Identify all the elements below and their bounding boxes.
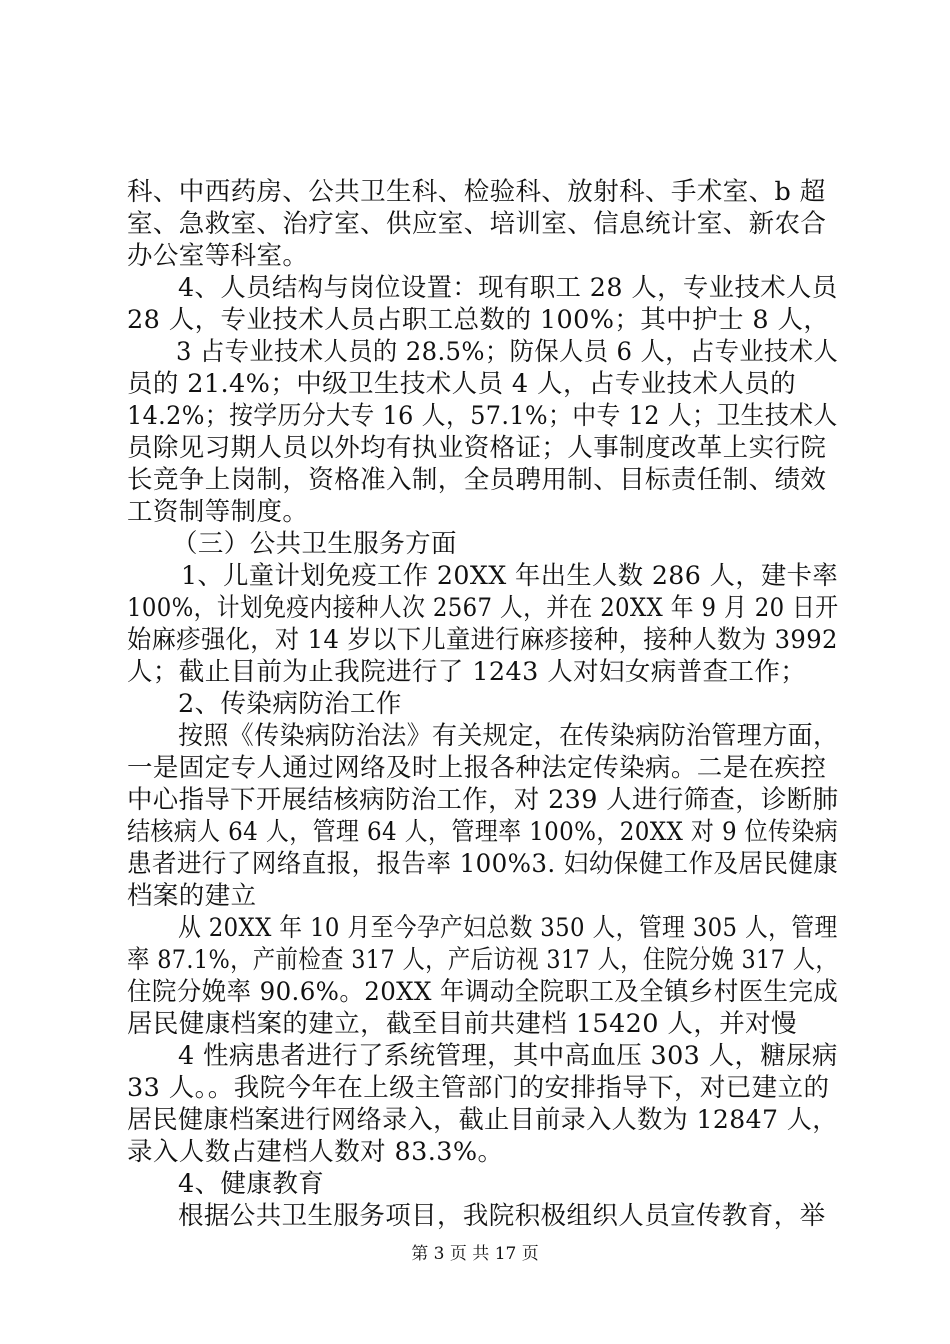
text-line: 人；截止目前为止我院进行了 1243 人对妇女病普查工作； <box>127 657 807 687</box>
text-line: 根据公共卫生服务项目，我院积极组织人员宣传教育，举 <box>178 1201 826 1231</box>
text-line: 结核病人 64 人，管理 64 人，管理率 100%，20XX 对 9 位传染病 <box>127 817 839 847</box>
text-line: 28 人，专业技术人员占职工总数的 100%；其中护士 8 人， <box>127 305 830 335</box>
text-line: 档案的建立 <box>127 881 257 911</box>
text-line: 100%，计划免疫内接种人次 2567 人，并在 20XX 年 9 月 20 日开 <box>127 593 839 623</box>
text-line: 14.2%；按学历分大专 16 人，57.1%；中专 12 人；卫生技术人 <box>127 401 838 431</box>
text-line: 1、儿童计划免疫工作 20XX 年出生人数 286 人，建卡率 <box>181 561 839 591</box>
text-line: 3 占专业技术人员的 28.5%；防保人员 6 人，占专业技术人 <box>176 337 839 367</box>
subsection-heading: 4、健康教育 <box>178 1169 325 1199</box>
section-heading: （三）公共卫生服务方面 <box>172 529 457 559</box>
text-line: 中心指导下开展结核病防治工作，对 239 人进行筛查，诊断肺 <box>127 785 839 815</box>
text-line: 住院分娩率 90.6%。20XX 年调动全院职工及全镇乡村医生完成 <box>127 977 839 1007</box>
text-line: 4、人员结构与岗位设置：现有职工 28 人，专业技术人员 <box>178 273 838 303</box>
text-line: 从 20XX 年 10 月至今孕产妇总数 350 人，管理 305 人，管理 <box>178 913 838 943</box>
text-line: 工资制等制度。 <box>127 497 309 527</box>
text-line: 始麻疹强化，对 14 岁以下儿童进行麻疹接种，接种人数为 3992 <box>127 625 838 655</box>
subsection-heading: 2、传染病防治工作 <box>178 689 402 719</box>
text-line: 科、中西药房、公共卫生科、检验科、放射科、手术室、b 超 <box>127 177 826 207</box>
text-line: 患者进行了网络直报，报告率 100%3. 妇幼保健工作及居民健康 <box>127 849 839 879</box>
text-line: 长竞争上岗制，资格准入制，全员聘用制、目标责任制、绩效 <box>127 465 827 495</box>
page-footer: 第 3 页 共 17 页 <box>411 1244 539 1264</box>
text-line: 员的 21.4%；中级卫生技术人员 4 人，占专业技术人员的 <box>127 369 797 399</box>
text-line: 率 87.1%，产前检查 317 人，产后访视 317 人，住院分娩 317 人， <box>127 945 839 975</box>
text-line: 录入人数占建档人数对 83.3%。 <box>127 1137 504 1167</box>
text-line: 4 性病患者进行了系统管理，其中高血压 303 人，糖尿病 <box>178 1041 838 1071</box>
text-line: 按照《传染病防治法》有关规定，在传染病防治管理方面， <box>178 721 839 751</box>
text-line: 办公室等科室。 <box>127 241 309 271</box>
text-line: 员除见习期人员以外均有执业资格证；人事制度改革上实行院 <box>127 433 827 463</box>
text-line: 室、急救室、治疗室、供应室、培训室、信息统计室、新农合 <box>127 209 827 239</box>
text-line: 33 人。。我院今年在上级主管部门的安排指导下，对已建立的 <box>127 1073 830 1103</box>
text-line: 一是固定专人通过网络及时上报各种法定传染病。二是在疾控 <box>127 753 827 783</box>
text-line: 居民健康档案进行网络录入，截止目前录入人数为 12847 人， <box>127 1105 838 1135</box>
text-line: 居民健康档案的建立，截至目前共建档 15420 人，并对慢 <box>127 1009 797 1039</box>
